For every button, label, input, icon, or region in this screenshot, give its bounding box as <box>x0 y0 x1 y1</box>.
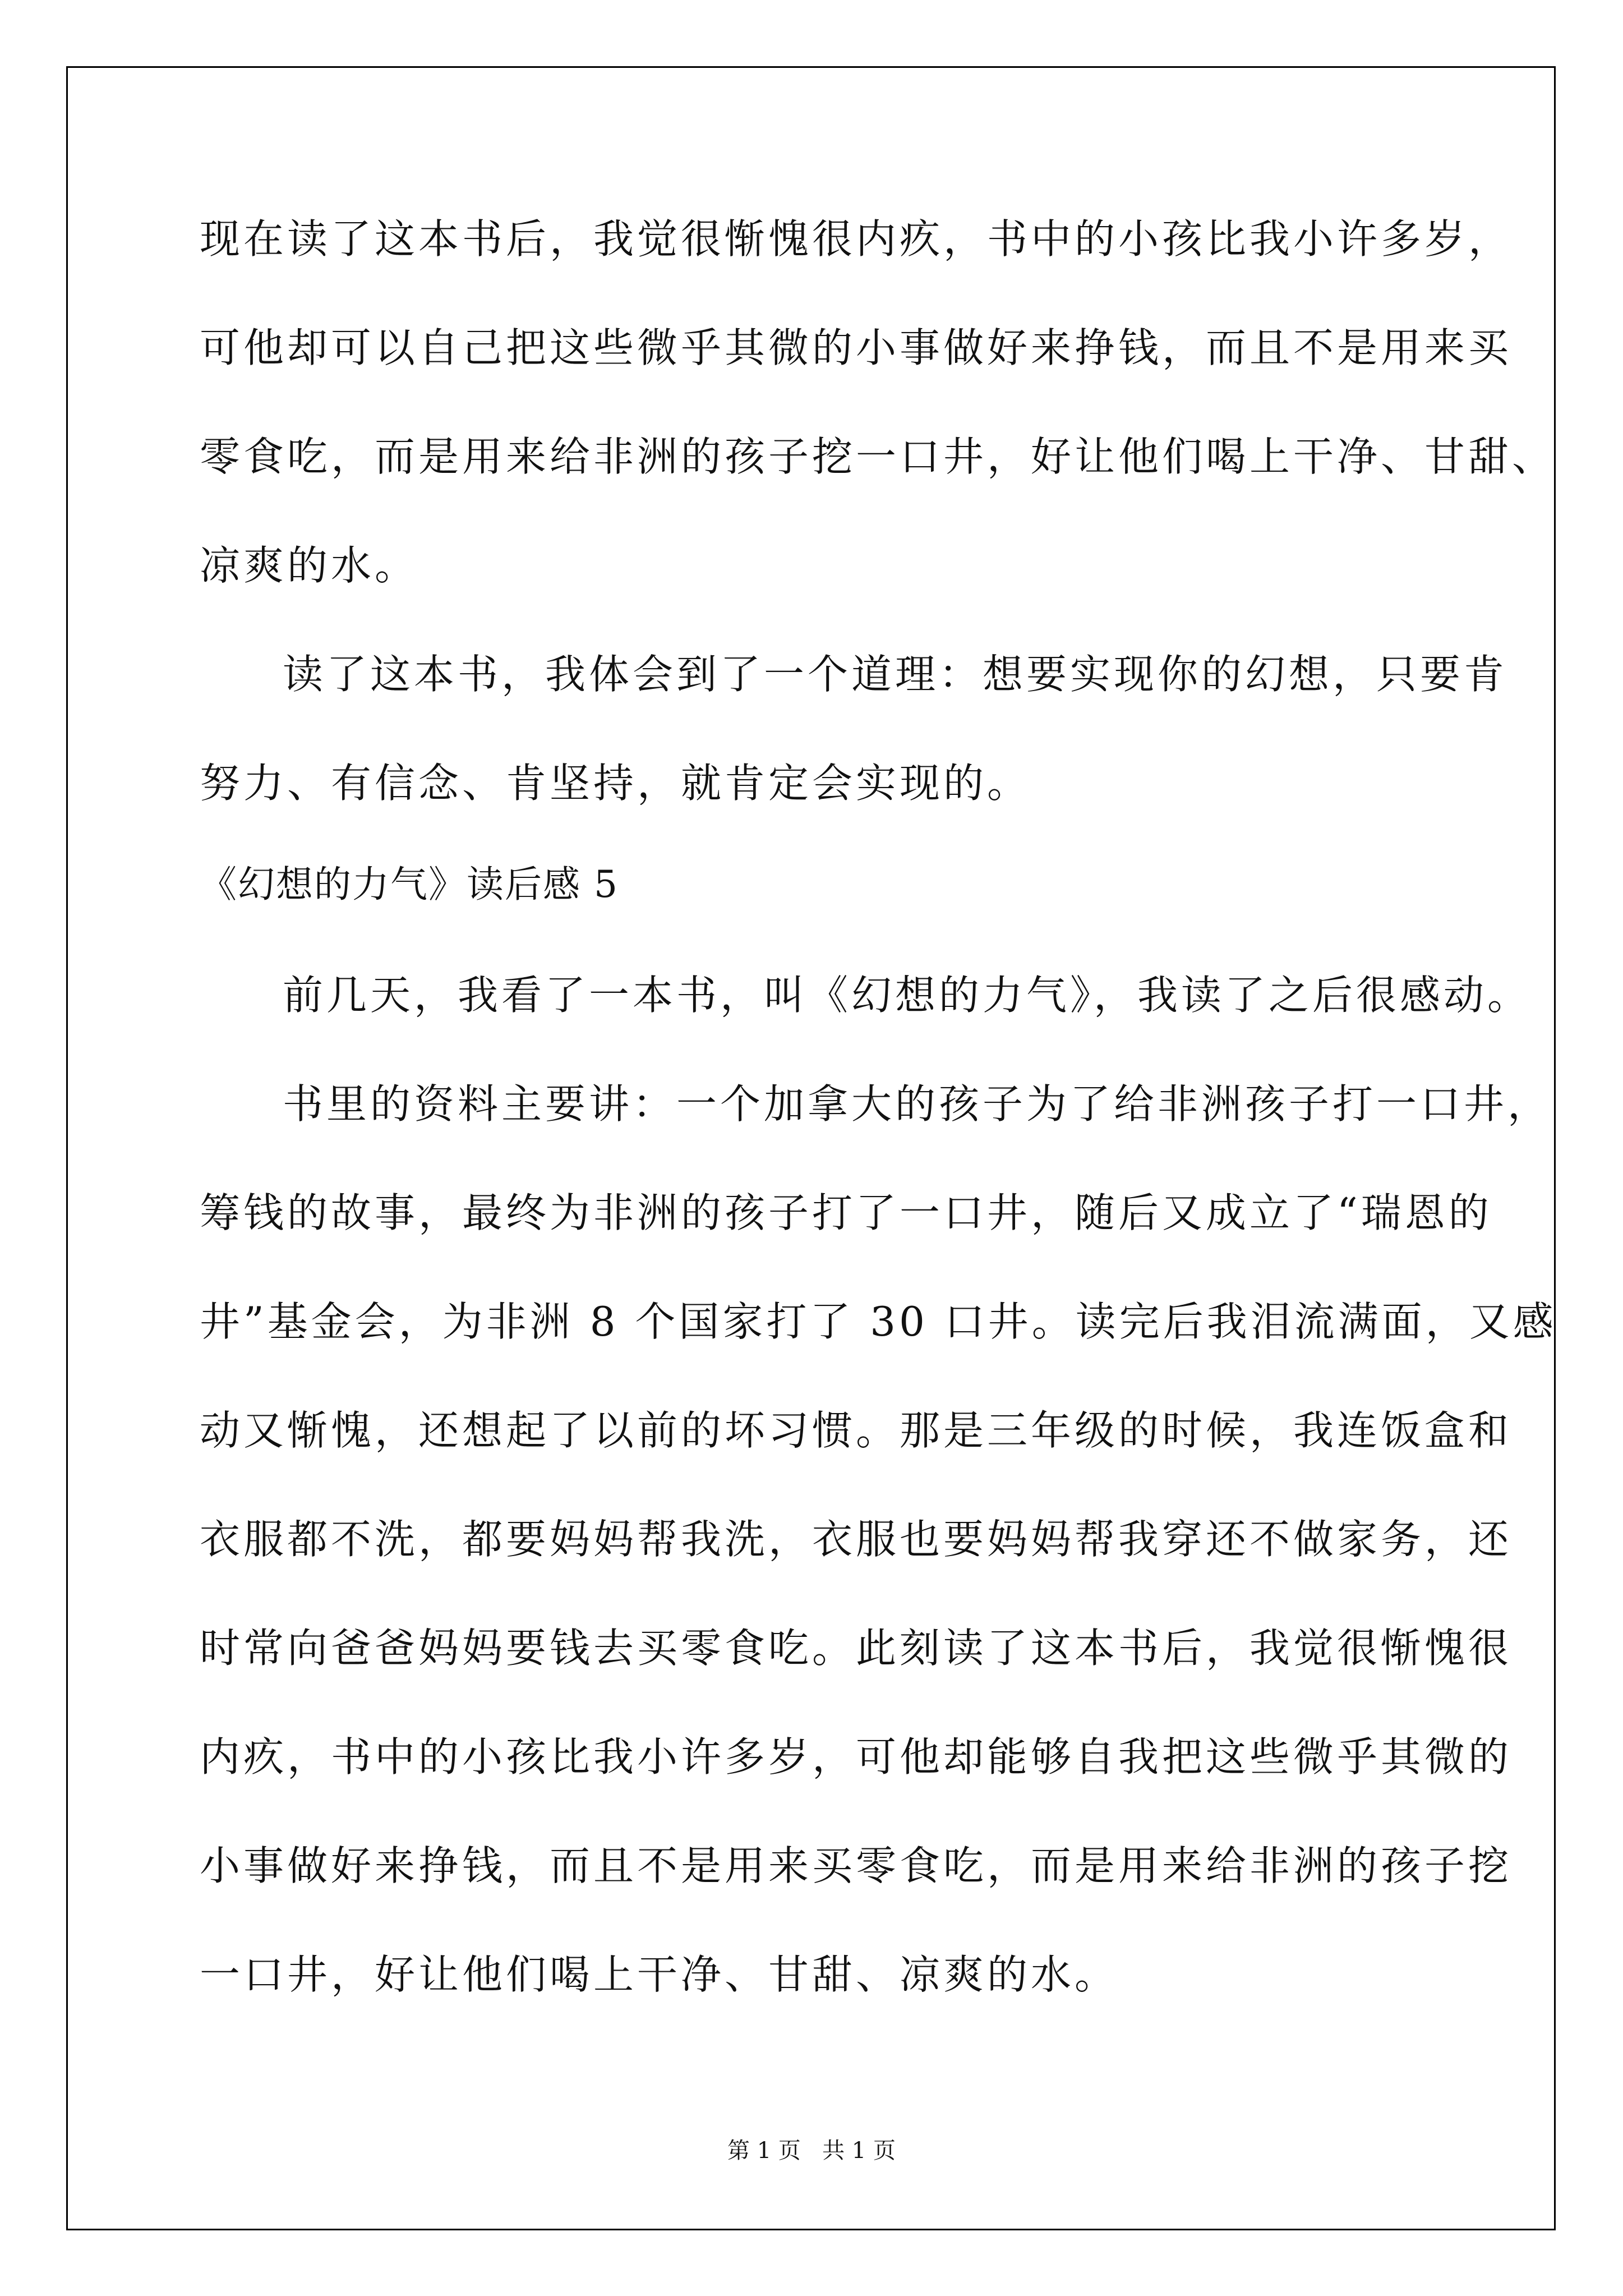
paragraph-1-line-4: 凉爽的水。 <box>200 542 419 589</box>
paragraph-4-line-2: 筹钱的故事，最终为非洲的孩子打了一口井，随后又成立了“瑞恩的 <box>200 1189 1492 1236</box>
paragraph-2-line-1: 读了这本书，我体会到了一个道理：想要实现你的幻想，只要肯 <box>283 651 1508 698</box>
paragraph-4-line-9: 一口井，好让他们喝上干净、甘甜、凉爽的水。 <box>200 1951 1119 1998</box>
paragraph-1-line-2: 可他却可以自己把这些微乎其微的小事做好来挣钱，而且不是用来买 <box>200 324 1513 371</box>
paragraph-4-line-6: 时常向爸爸妈妈要钱去买零食吃。此刻读了这本书后，我觉很惭愧很 <box>200 1625 1513 1672</box>
section-heading: 《幻想的力气》读后感 5 <box>200 863 619 906</box>
paragraph-4-line-4: 动又惭愧，还想起了以前的坏习惯。那是三年级的时候，我连饭盒和 <box>200 1407 1513 1454</box>
paragraph-4-line-1: 书里的资料主要讲：一个加拿大的孩子为了给非洲孩子打一口井， <box>283 1080 1552 1128</box>
page-footer: 第 1 页 共 1 页 <box>727 2138 896 2164</box>
paragraph-4-line-8: 小事做好来挣钱，而且不是用来买零食吃，而是用来给非洲的孩子挖 <box>200 1842 1513 1889</box>
paragraph-1-line-3: 零食吃，而是用来给非洲的孩子挖一口井，好让他们喝上干净、甘甜、 <box>200 433 1556 480</box>
paragraph-4-line-5: 衣服都不洗，都要妈妈帮我洗，衣服也要妈妈帮我穿还不做家务，还 <box>200 1516 1513 1563</box>
paragraph-2-line-2: 努力、有信念、肯坚持，就肯定会实现的。 <box>200 760 1031 807</box>
paragraph-1-line-1: 现在读了这本书后，我觉很惭愧很内疚，书中的小孩比我小许多岁， <box>200 215 1513 263</box>
paragraph-4-line-7: 内疚，书中的小孩比我小许多岁，可他却能够自我把这些微乎其微的 <box>200 1733 1513 1780</box>
paragraph-3-line-1: 前几天，我看了一本书，叫《幻想的力气》，我读了之后很感动。 <box>283 972 1532 1019</box>
page-border <box>66 66 1556 2230</box>
paragraph-4-line-3: 井”基金会，为非洲 8 个国家打了 30 口井。读完后我泪流满面，又感 <box>200 1298 1557 1345</box>
